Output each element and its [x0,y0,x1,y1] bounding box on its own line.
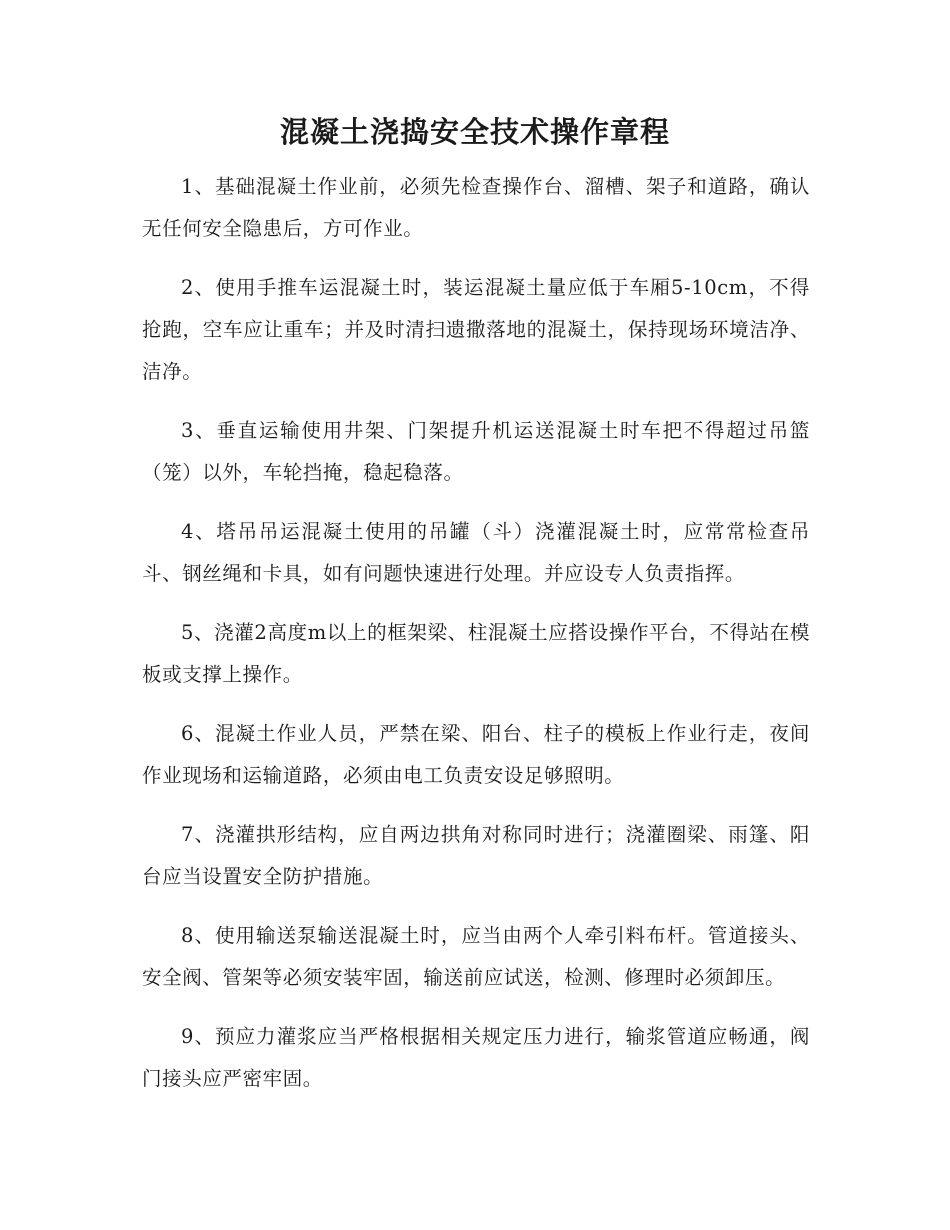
paragraph-5: 5、浇灌2高度m以上的框架梁、柱混凝土应搭设操作平台，不得站在模板或支撑上操作。 [142,621,810,686]
paragraph-1: 1、基础混凝土作业前，必须先检查操作台、溜槽、架子和道路，确认无任何安全隐患后，方可作业。 [142,175,810,240]
paragraph-7: 7、浇灌拱形结构，应自两边拱角对称同时进行；浇灌圈梁、雨篷、阳台应当设置安全防护措施。 [142,823,810,888]
paragraph-8: 8、使用输送泵输送混凝土时，应当由两个人牵引料布杆。管道接头、安全阀、管架等必须安装牢固，输送前应试送，检测、修理时必须卸压。 [142,924,810,989]
document-title: 混凝土浇捣安全技术操作章程 [279,115,670,149]
paragraph-3: 3、垂直运输使用井架、门架提升机运送混凝土时车把不得超过吊篮（笼）以外，车轮挡掩，稳起稳落。 [142,419,810,484]
paragraph-9: 9、预应力灌浆应当严格根据相关规定压力进行，输浆管道应畅通，阀门接头应严密牢固。 [142,1025,810,1090]
paragraph-6: 6、混凝土作业人员，严禁在梁、阳台、柱子的模板上作业行走，夜间作业现场和运输道路，必须由电工负责安设足够照明。 [142,722,810,787]
document-body [142,166,810,1117]
paragraph-2: 2、使用手推车运混凝土时，装运混凝土量应低于车厢5-10cm，不得抢跑，空车应让重车；并及时清扫遗撒落地的混凝土，保持现场环境洁净、洁净。 [142,276,810,383]
paragraph-4: 4、塔吊吊运混凝土使用的吊罐（斗）浇灌混凝土时，应常常检查吊斗、钢丝绳和卡具，如有问题快速进行处理。并应设专人负责指挥。 [142,520,810,585]
